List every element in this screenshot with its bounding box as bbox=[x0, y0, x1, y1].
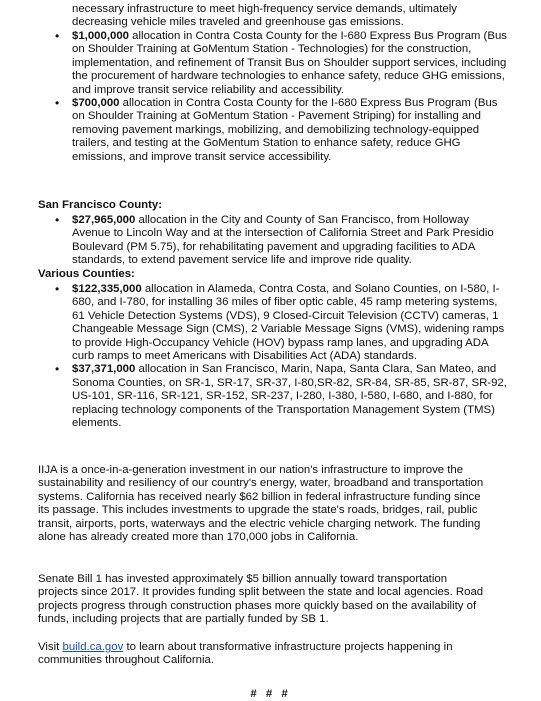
bullet-icon: • bbox=[55, 213, 60, 227]
list-item bbox=[55, 282, 508, 363]
bullet-icon: • bbox=[55, 362, 60, 377]
visit-paragraph bbox=[38, 641, 484, 668]
allocation-text: allocation in the City and County of San Francisco, from Holloway Avenue to Lincoln Way and at the intersection of California Street and Park Presidio Boulevard (PM 5.75), for rehabilitating pavement and upgrading facilities to ADA standards, to extend pavement service life and improve ride quality. bbox=[72, 214, 494, 267]
bullet-icon: • bbox=[55, 96, 60, 111]
end-mark: # # # bbox=[250, 688, 291, 700]
various-counties-list bbox=[55, 282, 508, 430]
allocation-amount: $1,000,000 bbox=[72, 30, 130, 42]
bullet-icon: • bbox=[55, 29, 60, 43]
section-heading-san-francisco: San Francisco County: bbox=[38, 199, 163, 211]
allocation-text: allocation in Contra Costa County for the I-680 Express Bus Program (Bus on Shoulder Training at GoMentum Station - Technologies) for the construction, implementation, and refinement of Transit Bus on Shoulder support services, including the procurement of hardware technologies to enhance safety, reduce GHG emissions, and improve transit service reliability and accessibility. bbox=[72, 30, 507, 96]
allocation-text: allocation in Alameda, Contra Costa, and Solano Counties, on I-580, I-680, and I-780, for installing 36 miles of fiber optic cable, 45 ramp metering systems, 61 Vehicle Detection Systems (VDS), 9 Closed-Circuit Television (CCTV) cameras, 1 Changeable Message Sign (CMS), 2 Variable Message Signs (VMS), widening ramps to provide High-Occupancy Vehicle (HOV) bypass ramp lanes, and upgrading ADA curb ramps to meet Americans with Disabilities Act (ADA) standards. bbox=[72, 283, 505, 363]
contra-costa-list bbox=[55, 29, 508, 164]
continuation-text: necessary infrastructure to meet high-frequency service demands, ultimately decreasing vehicle miles traveled and greenhouse gas emissions. bbox=[72, 3, 457, 29]
list-item bbox=[55, 362, 508, 430]
allocation-text: allocation in Contra Costa County for the I-680 Express Bus Program (Bus on Shoulder Training at GoMentum Station - Pavement Striping) for installing and removing pavement markings, mobilizing, and demobilizing technology-equipped trailers, and testing at the GoMentum Station to enhance safety, reduce GHG emissions, and improve transit service accessibility. bbox=[72, 97, 498, 163]
allocation-amount: $37,371,000 bbox=[72, 363, 136, 376]
allocation-amount: $700,000 bbox=[72, 97, 120, 110]
visit-text-after: to learn about transformative infrastructure projects happening in communities throughout California. bbox=[38, 641, 453, 667]
build-ca-gov-link[interactable]: build.ca.gov bbox=[62, 641, 124, 653]
allocation-text: allocation in San Francisco, Marin, Napa, Santa Clara, San Mateo, and Sonoma Counties, on SR-1, SR-17, SR-37, I-80,SR-82, SR-84, SR-85, SR-87, SR-92, US-101, SR-116, SR-121, SR-152, SR-237, I-280, I-380, I-580, I-680, and I-880, for replacing technology components of the Transportation Management System (TMS) elements. bbox=[72, 363, 507, 430]
allocation-amount: $27,965,000 bbox=[72, 214, 136, 226]
sb1-paragraph: Senate Bill 1 has invested approximately $5 billion annually toward transportation projects since 2017. It provides funding split between the state and local agencies. Road projects progress through construction phases more quickly based on the availability of funds, including projects that are partially funded by SB 1. bbox=[38, 573, 484, 626]
section-heading-various-counties: Various Counties: bbox=[38, 268, 135, 280]
san-francisco-list bbox=[55, 213, 508, 268]
list-item bbox=[55, 29, 508, 97]
iija-paragraph: IIJA is a once-in-a-generation investment in our nation's infrastructure to improve the sustainability and resiliency of our country's energy, water, broadband and transportation systems. California has received nearly $62 billion in federal infrastructure funding since its passage. This includes investments to upgrade the state's roads, bridges, rail, public transit, airports, ports, waterways and the electric vehicle charging network. The funding alone has already created more than 170,000 jobs in California. bbox=[38, 464, 484, 544]
visit-text-before: Visit bbox=[38, 641, 63, 653]
list-item bbox=[55, 96, 508, 164]
allocation-amount: $122,335,000 bbox=[72, 283, 142, 295]
bullet-icon: • bbox=[55, 282, 60, 296]
list-item bbox=[55, 213, 508, 268]
